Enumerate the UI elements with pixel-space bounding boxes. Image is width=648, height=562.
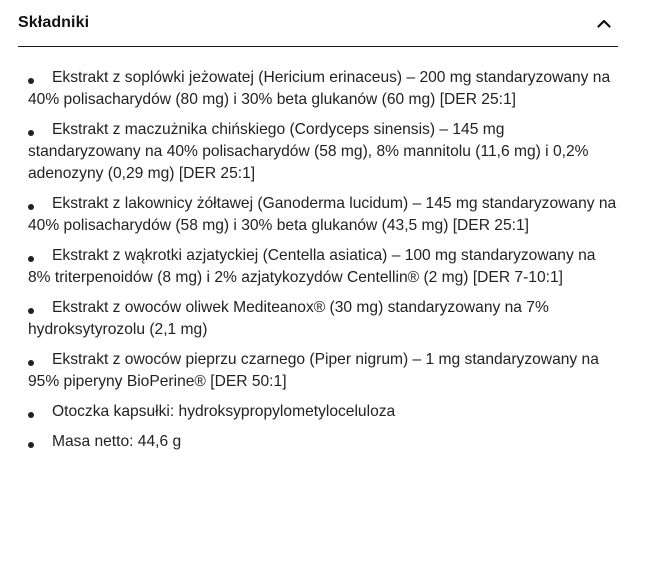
ingredient-text: Ekstrakt z lakownicy żółtawej (Ganoderma lucidum) – 145 mg standaryzowany na 40% polisacharydów (58 mg) i 30% beta glukanów (43,5 mg) [DER 25:1] — [28, 195, 617, 234]
list-item — [18, 349, 618, 393]
list-item — [18, 119, 618, 185]
ingredient-text: Ekstrakt z soplówki jeżowatej (Hericium erinaceus) – 200 mg standaryzowany na 40% polisacharydów (80 mg) i 30% beta glukanów (60 mg) [DER 25:1] — [28, 69, 611, 108]
ingredient-text: Ekstrakt z owoców pieprzu czarnego (Piper nigrum) – 1 mg standaryzowany na 95% piperyny BioPerine® [DER 50:1] — [28, 351, 599, 390]
list-item — [18, 401, 618, 423]
list-item — [18, 193, 618, 237]
ingredient-text: Otoczka kapsułki: hydroksypropylometyloceluloza — [52, 403, 396, 420]
ingredient-text: Ekstrakt z wąkrotki azjatyckiej (Centella asiatica) – 100 mg standaryzowany na 8% triterpenoidów (8 mg) i 2% azjatykozydów Centellin® (2 mg) [DER 7-10:1] — [28, 247, 596, 286]
chevron-up-icon[interactable] — [594, 13, 614, 33]
list-item — [18, 431, 618, 453]
section-title: Składniki — [18, 14, 90, 31]
accordion-body — [18, 47, 618, 453]
list-item — [18, 67, 618, 111]
list-item — [18, 245, 618, 289]
ingredient-text: Ekstrakt z owoców oliwek Mediteanox® (30 mg) standaryzowany na 7% hydroksytyrozolu (2,1 mg) — [28, 299, 549, 338]
ingredients-list — [18, 67, 618, 453]
ingredients-accordion — [18, 0, 618, 461]
list-item — [18, 297, 618, 341]
ingredient-text: Ekstrakt z maczużnika chińskiego (Cordyceps sinensis) – 145 mg standaryzowany na 40% polisacharydów (58 mg), 8% mannitolu (11,6 mg) i 0,2% adenozyny (0,29 mg) [DER 25:1] — [28, 121, 589, 182]
accordion-header[interactable] — [18, 0, 618, 47]
ingredient-text: Masa netto: 44,6 g — [52, 433, 182, 450]
